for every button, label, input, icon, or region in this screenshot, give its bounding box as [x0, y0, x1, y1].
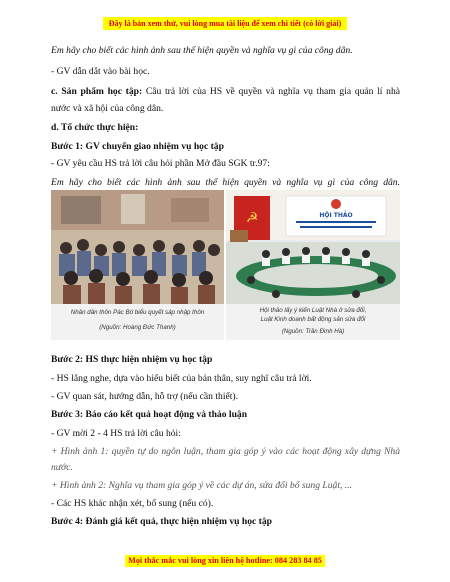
svg-text:☭: ☭ — [245, 210, 259, 226]
left-source: (Nguồn: Hoàng Đức Thanh) — [99, 324, 176, 331]
conference-banner-text: HỘI THẢO — [319, 212, 353, 219]
text-line: - Các HS khác nhận xét, bổ sung (nếu có). — [51, 498, 214, 509]
right-caption-1: Hội thảo lấy ý kiến Luật Nhà ở sửa đổi, — [259, 307, 367, 314]
answer-line: + Hình ảnh 2: Nghĩa vụ tham gia góp ý về các dự án, sửa đổi bổ sung Luật, ... — [51, 480, 352, 491]
text-line: - GV mời 2 - 4 HS trả lời câu hỏi: — [51, 428, 181, 439]
village-meeting-photo — [51, 190, 224, 340]
section-heading: d. Tổ chức thực hiện: — [51, 122, 139, 133]
preview-banner: Đây là bản xem thử, vui lòng mua tài liệu để xem chi tiết (có lời giải) — [103, 17, 347, 30]
product-text: Câu trả lời của HS về quyền và nghĩa vụ tham gia quản lí nhà — [142, 86, 400, 97]
product-label: c. Sản phẩm học tập: — [51, 86, 143, 97]
step-heading: Bước 1: GV chuyển giao nhiệm vụ học tập — [51, 141, 224, 152]
text-line: - GV dẫn dắt vào bài học. — [51, 66, 150, 77]
text-line: - GV quan sát, hướng dẫn, hỗ trợ (nếu cần thiết). — [51, 391, 239, 402]
text-line: - GV yêu cầu HS trả lời câu hỏi phần Mở đầu SGK tr.97: — [51, 158, 270, 169]
opening-question: Em hãy cho biết các hình ảnh sau thể hiện quyền và nghĩa vụ gì của công dân. — [51, 45, 353, 56]
answer-line: + Hình ảnh 1: quyền tự do ngôn luận, tham gia góp ý vào các hoạt động xây dựng Nhà — [51, 446, 400, 457]
question-line: Em hãy cho biết các hình ảnh sau thể hiện quyền và nghĩa vụ gì của công dân. — [51, 177, 400, 188]
step-heading: Bước 3: Báo cáo kết quả hoạt động và thảo luận — [51, 409, 248, 420]
right-caption-2: Luật Kinh doanh bất động sản sửa đổi — [260, 316, 366, 323]
text-line: nước và xã hội của công dân. — [51, 103, 164, 114]
hotline-banner: Mọi thắc mắc vui lòng xin liên hệ hotline: 084 283 84 85 — [125, 555, 325, 567]
village-meeting-image — [51, 190, 224, 340]
answer-line: nước. — [51, 462, 73, 473]
product-heading-line — [51, 86, 400, 98]
left-caption: Nhân dân thôn Pác Bó biểu quyết sáp nhập thôn — [70, 309, 205, 316]
right-source: (Nguồn: Trần Đình Hà) — [281, 328, 345, 335]
step-heading: Bước 4: Đánh giá kết quả, thực hiện nhiệm vụ học tập — [51, 516, 272, 527]
conference-photo — [226, 190, 400, 340]
step-heading: Bước 2: HS thực hiện nhiệm vụ học tập — [51, 354, 213, 365]
text-line: - HS lắng nghe, dựa vào hiểu biết của bản thân, suy nghĩ câu trả lời. — [51, 373, 312, 384]
